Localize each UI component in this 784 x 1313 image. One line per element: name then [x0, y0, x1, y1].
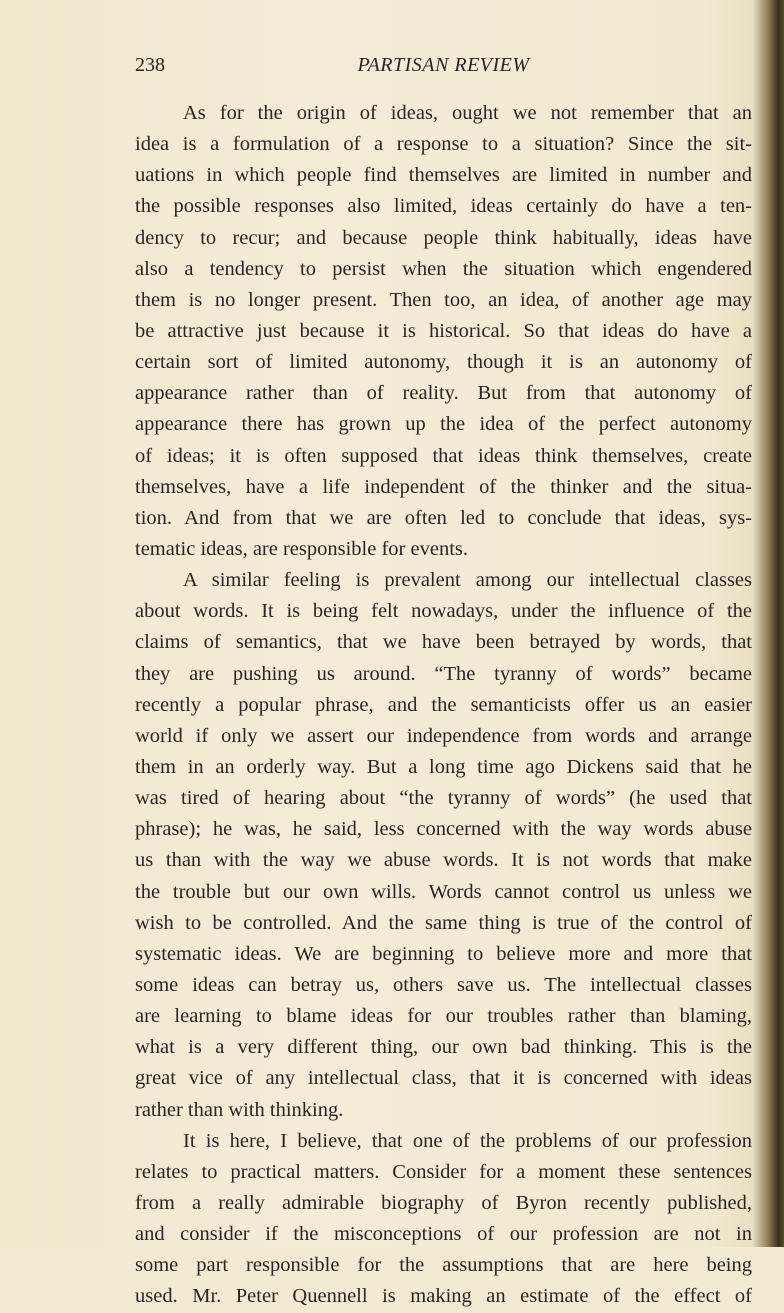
text-line: wish to be controlled. And the same thing is true of the control of [135, 911, 752, 934]
text-line: some part responsible for the assumptions that are here being [135, 1254, 752, 1277]
text-line: dency to recur; and because people think habitually, ideas have [135, 226, 752, 249]
text-line: As for the origin of ideas, ought we not remember that an [183, 102, 752, 124]
text-line: world if only we assert our independence from words and arrange [135, 724, 752, 747]
text-line: systematic ideas. We are beginning to believe more and more that [135, 942, 752, 965]
text-line: and consider if the misconceptions of our profession are not in [135, 1223, 752, 1246]
text-line: them is no longer present. Then too, an idea, of another age may [135, 288, 752, 311]
text-line: appearance there has grown up the idea of the perfect autonomy [135, 413, 752, 436]
text-line: used. Mr. Peter Quennell is making an estimate of the effect of [135, 1285, 752, 1308]
running-title: PARTISAN REVIEW [357, 54, 530, 76]
text-line: A similar feeling is prevalent among our intellectual classes [183, 569, 752, 592]
text-line: also a tendency to persist when the situation which engendered [135, 257, 752, 280]
text-line: It is here, I believe, that one of the problems of our profession [183, 1129, 752, 1152]
text-line: be attractive just because it is historical. So that ideas do have a [135, 319, 752, 342]
text-line: claims of semantics, that we have been betrayed by words, that [135, 631, 752, 654]
paragraph [135, 1126, 752, 1313]
text-line: about words. It is being felt nowadays, under the influence of the [135, 600, 752, 623]
text-line: they are pushing us around. “The tyranny of words” became [135, 662, 752, 685]
text-line: recently a popular phrase, and the semanticists offer us an easier [135, 693, 752, 716]
text-line: great vice of any intellectual class, that it is concerned with ideas [135, 1067, 752, 1090]
text-line: certain sort of limited autonomy, though it is an autonomy of [135, 351, 752, 374]
text-line: the possible responses also limited, ideas certainly do have a ten- [135, 195, 752, 218]
text-line: of ideas; it is often supposed that ideas think themselves, create [135, 444, 752, 467]
text-line: what is a very different thing, our own bad thinking. This is the [135, 1036, 752, 1059]
text-line: them in an orderly way. But a long time ago Dickens said that he [135, 755, 752, 778]
page-number: 238 [135, 54, 165, 76]
text-line: themselves, have a life independent of the thinker and the situa- [135, 475, 752, 498]
body-text [135, 98, 752, 1312]
text-line: relates to practical matters. Consider for a moment these sentences [135, 1160, 752, 1183]
text-line: idea is a formulation of a response to a situation? Since the sit- [135, 133, 752, 156]
text-line: some ideas can betray us, others save us. The intellectual classes [135, 973, 752, 996]
page-header [135, 54, 752, 84]
text-line: appearance rather than of reality. But from that autonomy of [135, 382, 752, 405]
text-line: rather than with thinking. [135, 1098, 344, 1121]
text-line: us than with the way we abuse words. It is not words that make [135, 849, 752, 872]
text-line: was tired of hearing about “the tyranny of words” (he used that [135, 787, 752, 810]
text-line: uations in which people find themselves are limited in number and [135, 164, 752, 187]
paragraph [135, 565, 752, 1126]
text-line: phrase); he was, he said, less concerned with the way words abuse [135, 818, 752, 841]
text-line: tion. And from that we are often led to conclude that ideas, sys- [135, 506, 752, 529]
text-line: are learning to blame ideas for our troubles rather than blaming, [135, 1005, 752, 1028]
text-line: tematic ideas, are responsible for events. [135, 537, 468, 560]
text-line: the trouble but our own wills. Words cannot control us unless we [135, 880, 752, 903]
text-line: from a really admirable biography of Byron recently published, [135, 1191, 752, 1214]
paragraph [135, 98, 752, 565]
